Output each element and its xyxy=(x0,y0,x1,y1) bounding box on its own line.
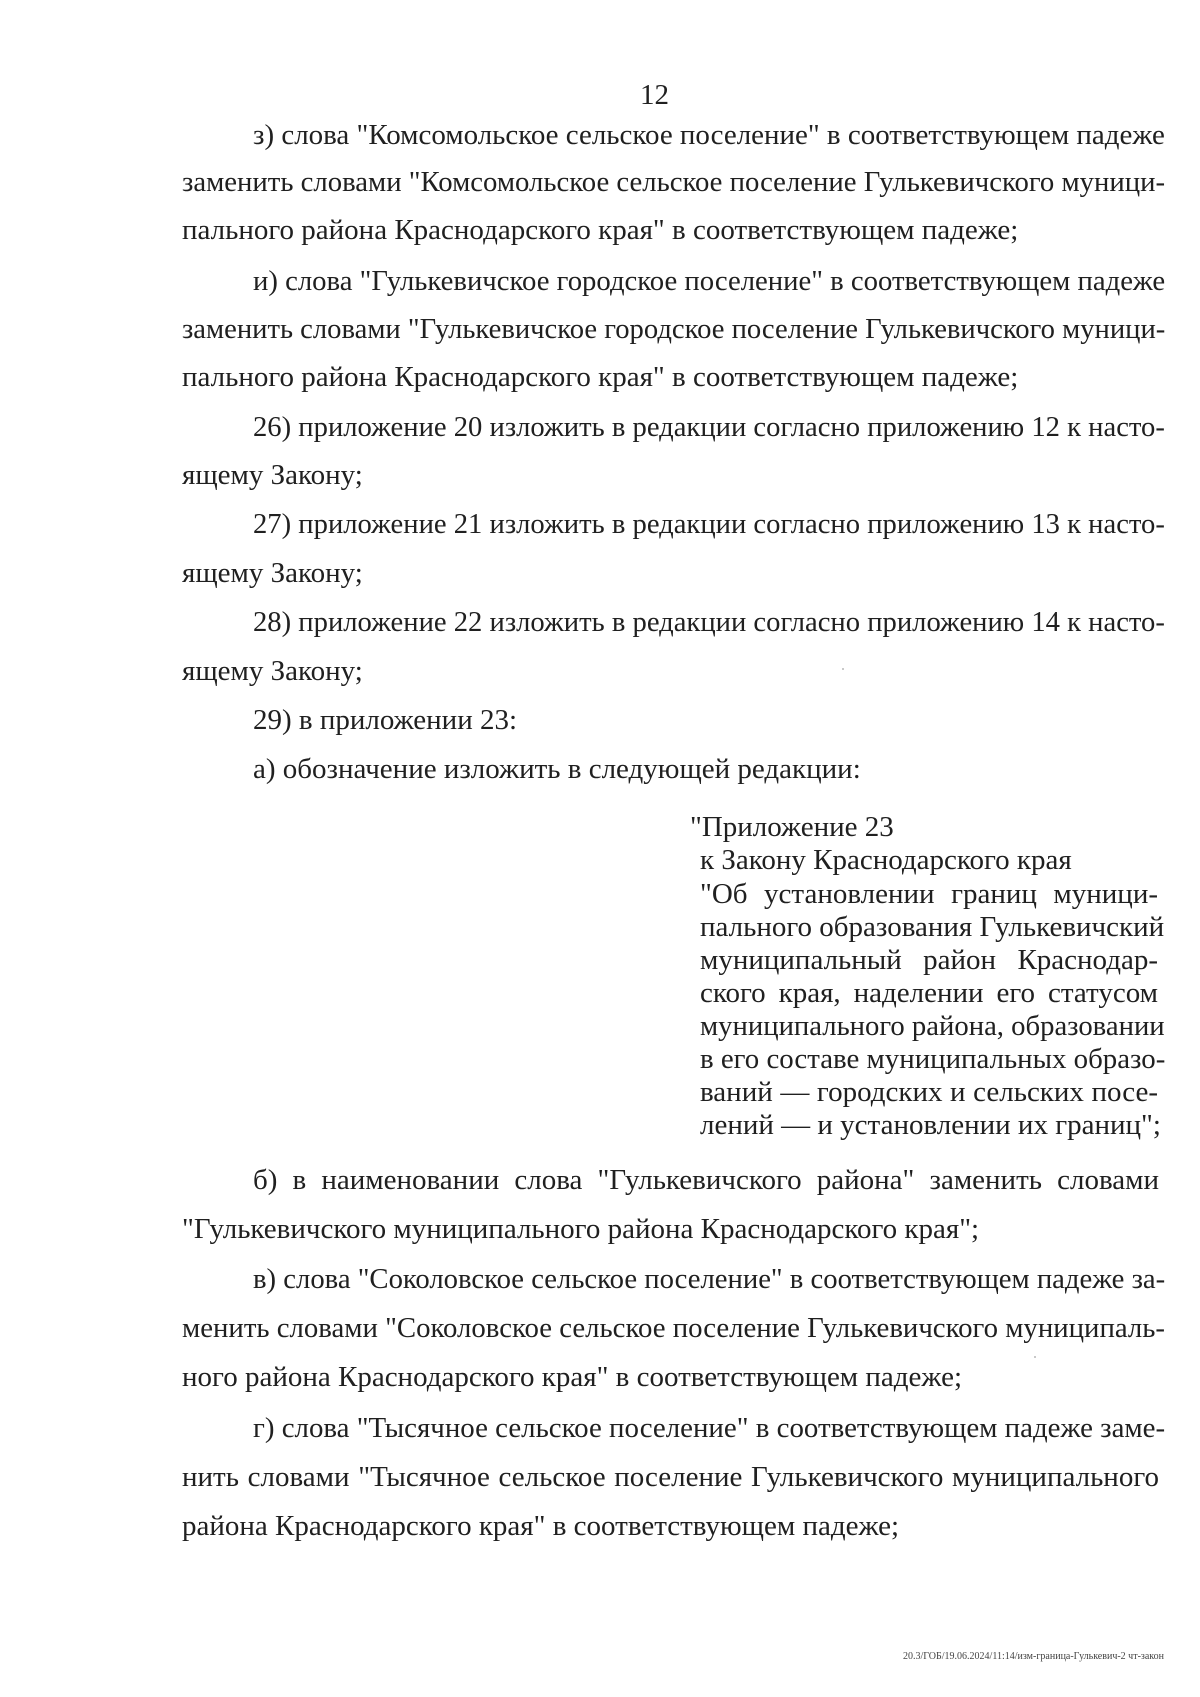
text-line: в) слова "Соколовское сельское поселение" в соответствующем падеже за- xyxy=(253,1263,1166,1295)
document-footer: 20.3/ГОБ/19.06.2024/11:14/изм-граница-Гулькевич-2 чт-закон xyxy=(902,1651,1164,1662)
text-line: заменить словами "Комсомольское сельское поселение Гулькевичского муници- xyxy=(182,166,1166,198)
appendix-line: муниципальный район Краснодар- xyxy=(700,944,1158,976)
appendix-line: "Приложение 23 xyxy=(690,811,894,843)
text-line: 26) приложение 20 изложить в редакции согласно приложению 12 к насто- xyxy=(253,411,1165,443)
text-line: пального района Краснодарского края" в соответствующем падеже; xyxy=(182,361,1019,393)
scan-speck xyxy=(1034,1356,1036,1358)
text-line: 29) в приложении 23: xyxy=(253,704,518,736)
appendix-line: муниципального района, образовании xyxy=(700,1010,1165,1042)
page-number: 12 xyxy=(640,79,669,111)
appendix-line: ского края, наделении его статусом xyxy=(700,977,1158,1009)
text-line: ящему Закону; xyxy=(182,459,363,491)
appendix-line: "Об установлении границ муници- xyxy=(700,878,1158,910)
text-line: ного района Краснодарского края" в соответствующем падеже; xyxy=(182,1361,963,1393)
scan-speck xyxy=(842,668,844,670)
appendix-line: в его составе муниципальных образо- xyxy=(700,1043,1166,1075)
text-line: б) в наименовании слова "Гулькевичского района" заменить словами xyxy=(253,1164,1159,1196)
text-line: менить словами "Соколовское сельское поселение Гулькевичского муниципаль- xyxy=(182,1312,1165,1344)
text-line: 27) приложение 21 изложить в редакции согласно приложению 13 к насто- xyxy=(253,508,1165,540)
appendix-line: к Закону Краснодарского края xyxy=(700,844,1072,876)
text-line: "Гулькевичского муниципального района Краснодарского края"; xyxy=(182,1213,980,1245)
text-line: а) обозначение изложить в следующей редакции: xyxy=(253,753,861,785)
text-line: заменить словами "Гулькевичское городское поселение Гулькевичского муници- xyxy=(182,313,1166,345)
appendix-line: лений — и установлении их границ"; xyxy=(700,1109,1161,1141)
text-line: и) слова "Гулькевичское городское поселение" в соответствующем падеже xyxy=(253,265,1166,297)
text-line: г) слова "Тысячное сельское поселение" в соответствующем падеже заме- xyxy=(253,1412,1166,1444)
text-line: з) слова "Комсомольское сельское поселение" в соответствующем падеже xyxy=(253,119,1165,151)
text-line: района Краснодарского края" в соответствующем падеже; xyxy=(182,1510,900,1542)
text-line: пального района Краснодарского края" в соответствующем падеже; xyxy=(182,214,1019,246)
appendix-line: пального образования Гулькевичский xyxy=(700,911,1165,943)
text-line: нить словами "Тысячное сельское поселение Гулькевичского муниципального xyxy=(182,1461,1159,1493)
text-line: ящему Закону; xyxy=(182,655,363,687)
text-line: 28) приложение 22 изложить в редакции согласно приложению 14 к насто- xyxy=(253,606,1165,638)
text-line: ящему Закону; xyxy=(182,557,363,589)
appendix-line: ваний — городских и сельских посе- xyxy=(700,1076,1158,1108)
